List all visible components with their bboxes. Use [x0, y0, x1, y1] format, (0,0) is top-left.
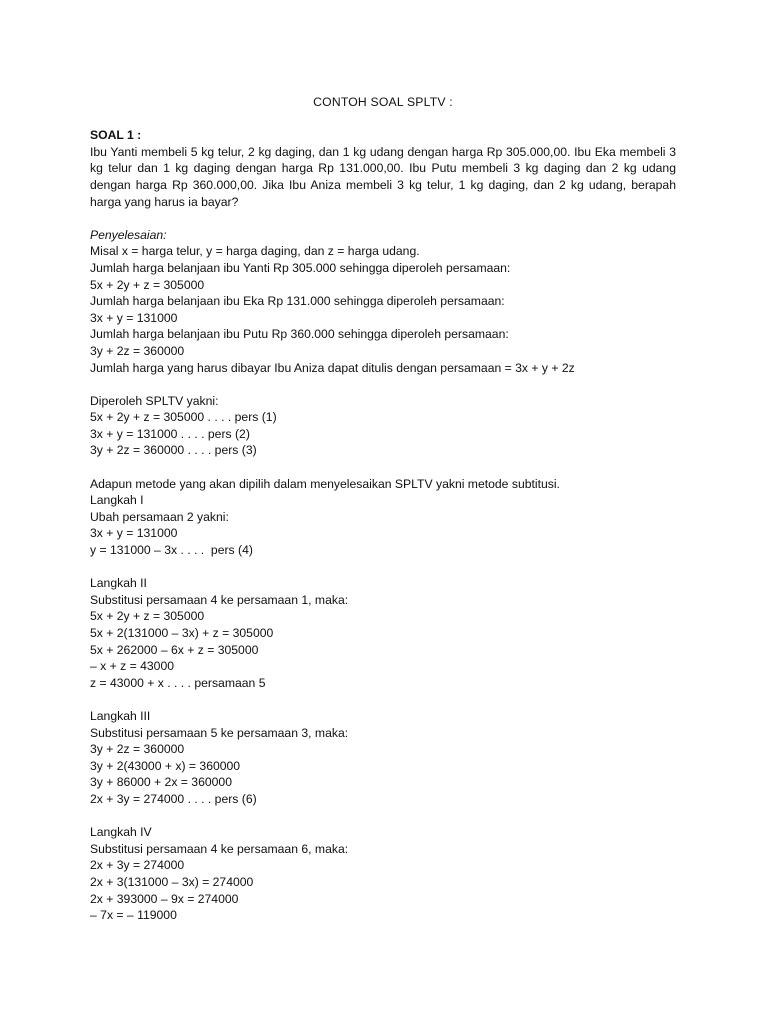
penyelesaian-label: Penyelesaian: [90, 227, 167, 242]
method-line: 3x + y = 131000 [90, 526, 178, 541]
system-line: 3x + y = 131000 . . . . pers (2) [90, 426, 250, 441]
setup-line: Jumlah harga yang harus dibayar Ibu Aniza dapat ditulis dengan persamaan = 3x + y + 2z [90, 360, 575, 375]
step3-line: 3y + 2(43000 + x) = 360000 [90, 758, 241, 773]
method-line: Adapun metode yang akan dipilih dalam menyelesaikan SPLTV yakni metode subtitusi. [90, 476, 560, 491]
step2-line: Langkah II [90, 576, 147, 591]
step2-section [90, 575, 676, 691]
step4-line: 2x + 393000 – 9x = 274000 [90, 891, 239, 906]
setup-section [90, 243, 676, 376]
setup-line: 5x + 2y + z = 305000 [90, 277, 205, 292]
setup-line: 3x + y = 131000 [90, 310, 178, 325]
setup-line: Jumlah harga belanjaan ibu Yanti Rp 305.000 sehingga diperoleh persamaan: [90, 260, 511, 275]
step4-line: Langkah IV [90, 825, 152, 840]
setup-line: Jumlah harga belanjaan ibu Eka Rp 131.000 sehingga diperoleh persamaan: [90, 294, 505, 309]
document-page [90, 94, 676, 924]
system-line: Diperoleh SPLTV yakni: [90, 393, 219, 408]
method-line: Ubah persamaan 2 yakni: [90, 509, 229, 524]
method-line: Langkah I [90, 493, 144, 508]
step3-line: 3y + 86000 + 2x = 360000 [90, 775, 232, 790]
spacer [90, 808, 676, 825]
step3-line: 3y + 2z = 360000 [90, 742, 185, 757]
step3-section [90, 708, 676, 808]
method-line: y = 131000 – 3x . . . . pers (4) [90, 543, 253, 558]
step2-line: – x + z = 43000 [90, 659, 175, 674]
system-line: 3y + 2z = 360000 . . . . pers (3) [90, 443, 257, 458]
spacer [90, 376, 676, 393]
problem-statement: Ibu Yanti membeli 5 kg telur, 2 kg daging, dan 1 kg udang dengan harga Rp 305.000,00. Ibu Eka membeli 3 kg telur dan 1 kg daging dengan harga Rp 131.000,00. Ibu Putu membeli 3 kg daging dan 2 kg udang dengan harga Rp 360.000,00. Jika Ibu Aniza membeli 3 kg telur, 1 kg daging, dan 2 kg udang, berapah harga yang harus ia bayar? [90, 144, 676, 209]
spacer [90, 691, 676, 708]
step2-line: z = 43000 + x . . . . persamaan 5 [90, 675, 266, 690]
step3-line: Langkah III [90, 708, 151, 723]
spacer [90, 459, 676, 476]
document-title: CONTOH SOAL SPLTV : [313, 95, 453, 109]
system-line: 5x + 2y + z = 305000 . . . . pers (1) [90, 410, 277, 425]
step3-line: Substitusi persamaan 5 ke persamaan 3, maka: [90, 725, 349, 740]
step4-line: 2x + 3(131000 – 3x) = 274000 [90, 874, 254, 889]
setup-line: Jumlah harga belanjaan ibu Putu Rp 360.000 sehingga diperoleh persamaan: [90, 327, 509, 342]
step2-line: 5x + 262000 – 6x + z = 305000 [90, 642, 259, 657]
step4-line: 2x + 3y = 274000 [90, 858, 185, 873]
step4-line: – 7x = – 119000 [90, 908, 177, 923]
step4-section [90, 824, 676, 924]
spacer [90, 559, 676, 576]
step2-line: Substitusi persamaan 4 ke persamaan 1, maka: [90, 592, 349, 607]
setup-line: 3y + 2z = 360000 [90, 343, 185, 358]
method-section [90, 476, 676, 559]
step3-line: 2x + 3y = 274000 . . . . pers (6) [90, 791, 257, 806]
step2-line: 5x + 2(131000 – 3x) + z = 305000 [90, 626, 274, 640]
setup-line: Misal x = harga telur, y = harga daging, dan z = harga udang. [90, 244, 420, 259]
soal-label: SOAL 1 : [90, 128, 142, 143]
step4-line: Substitusi persamaan 4 ke persamaan 6, maka: [90, 841, 349, 856]
system-section [90, 393, 676, 459]
spacer [90, 210, 676, 227]
step2-line: 5x + 2y + z = 305000 [90, 609, 205, 624]
